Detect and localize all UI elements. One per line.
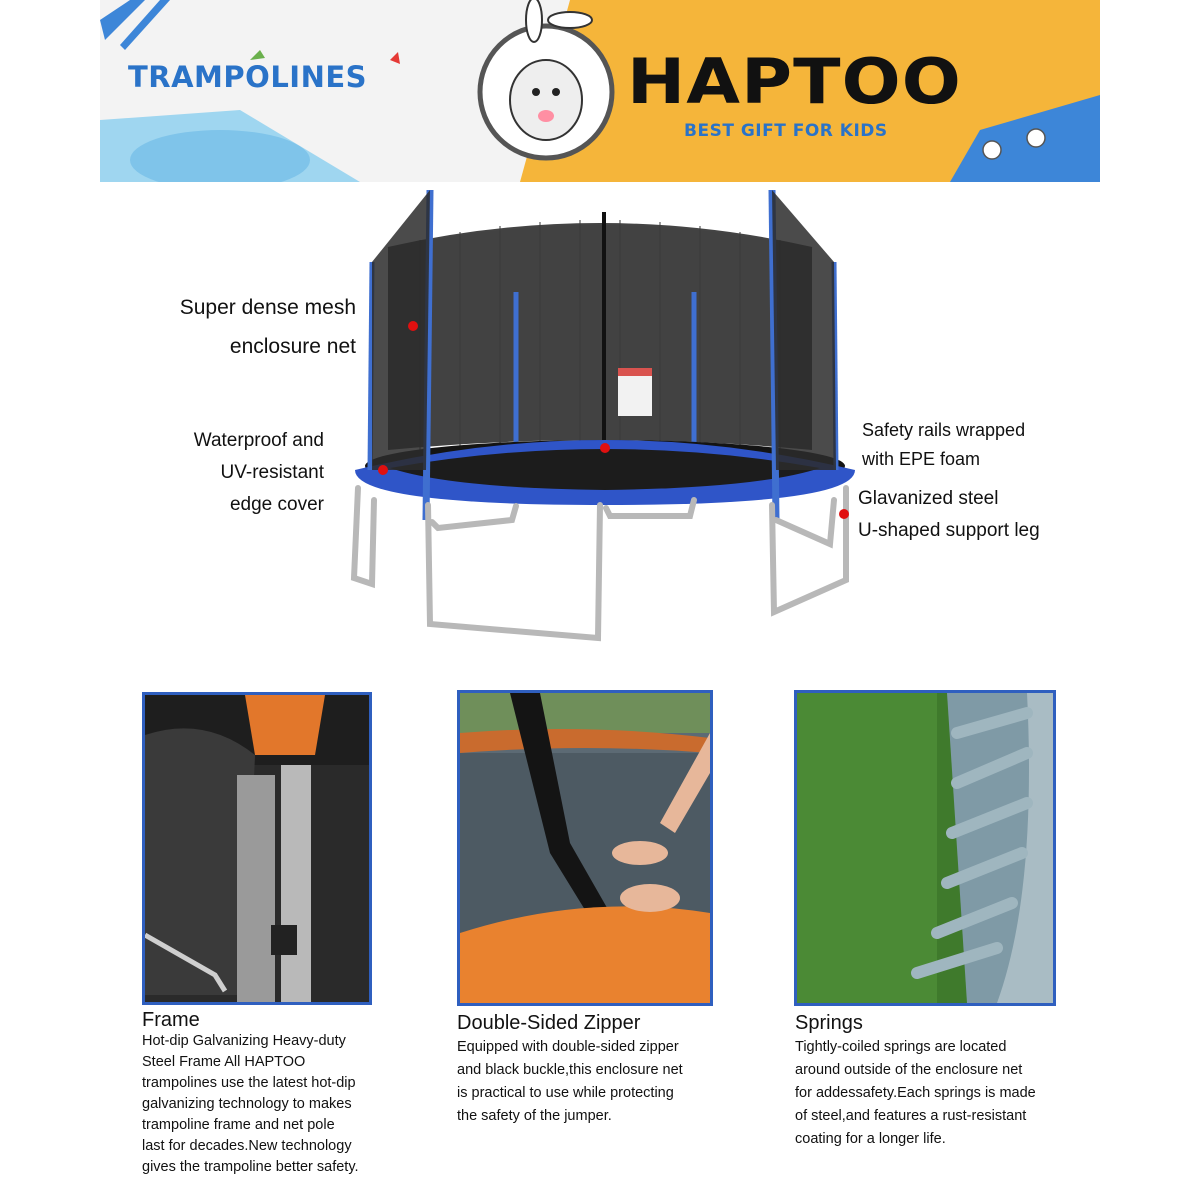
springs-desc-line: of steel,and features a rust-resistant bbox=[795, 1108, 1027, 1124]
frame-desc-line: last for decades.New technology bbox=[142, 1138, 352, 1154]
frame-desc-line: gives the trampoline better safety. bbox=[142, 1159, 359, 1175]
zipper-photo bbox=[457, 690, 713, 1006]
rails-marker-center bbox=[600, 443, 610, 453]
callout-mesh bbox=[120, 292, 356, 363]
frame-closeup-image bbox=[145, 695, 369, 1002]
brand-slogan: BEST GIFT FOR KIDS bbox=[684, 121, 888, 141]
leg-marker bbox=[839, 509, 849, 519]
callout-mesh-line1: Super dense mesh bbox=[179, 296, 356, 319]
zipper-desc-line: is practical to use while protecting bbox=[457, 1085, 674, 1101]
zipper-desc-line: the safety of the jumper. bbox=[457, 1108, 612, 1124]
trampoline-illustration bbox=[0, 180, 1200, 650]
springs-closeup-image bbox=[797, 693, 1053, 1003]
springs-desc-line: coating for a longer life. bbox=[795, 1131, 946, 1147]
springs-desc-line: around outside of the enclosure net bbox=[795, 1062, 1023, 1078]
springs-photo bbox=[794, 690, 1056, 1006]
frame-desc-line: Steel Frame All HAPTOO bbox=[142, 1054, 306, 1070]
brand-name: HAPTOO bbox=[627, 45, 962, 118]
frame-desc-line: galvanizing technology to makes bbox=[142, 1096, 352, 1112]
zipper-closeup-image bbox=[460, 693, 710, 1003]
frame-desc-line: trampolines use the latest hot-dip bbox=[142, 1075, 356, 1091]
callout-leg-line2: U-shaped support leg bbox=[858, 520, 1040, 541]
callout-edge bbox=[120, 425, 324, 521]
callout-leg bbox=[858, 483, 1040, 547]
callout-rails-line2: with EPE foam bbox=[862, 449, 981, 469]
edge-marker bbox=[378, 465, 388, 475]
zipper-description bbox=[457, 1036, 683, 1128]
zipper-title: Double-Sided Zipper bbox=[457, 1012, 641, 1034]
frame-description bbox=[142, 1031, 359, 1178]
brand-banner bbox=[100, 0, 1100, 182]
zipper-desc-line: Equipped with double-sided zipper bbox=[457, 1039, 679, 1055]
callout-edge-line2: UV-resistant bbox=[220, 462, 324, 483]
mesh-marker bbox=[408, 321, 418, 331]
springs-description bbox=[795, 1036, 1036, 1151]
callout-edge-line1: Waterproof and bbox=[193, 430, 324, 451]
callout-mesh-line2: enclosure net bbox=[229, 335, 356, 358]
callout-edge-line3: edge cover bbox=[229, 494, 324, 515]
springs-title: Springs bbox=[795, 1012, 863, 1034]
frame-desc-line: Hot-dip Galvanizing Heavy-duty bbox=[142, 1033, 346, 1049]
frame-photo bbox=[142, 692, 372, 1005]
callout-rails bbox=[862, 416, 1025, 474]
callout-rails-line1: Safety rails wrapped bbox=[862, 420, 1026, 440]
springs-desc-line: Tightly-coiled springs are located bbox=[795, 1039, 1007, 1055]
frame-desc-line: trampoline frame and net pole bbox=[142, 1117, 335, 1133]
zipper-desc-line: and black buckle,this enclosure net bbox=[457, 1062, 683, 1078]
springs-desc-line: for addessafety.Each springs is made bbox=[795, 1085, 1036, 1101]
category-title: TRAMPOLINES bbox=[128, 60, 368, 94]
frame-title: Frame bbox=[142, 1009, 200, 1031]
callout-leg-line1: Glavanized steel bbox=[858, 488, 999, 509]
